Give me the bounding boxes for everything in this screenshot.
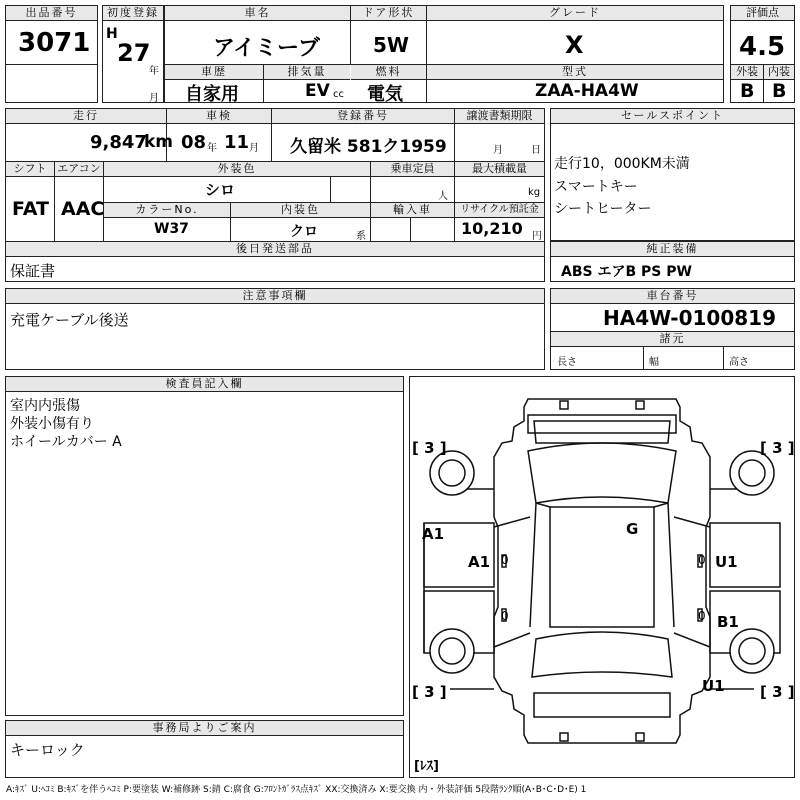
mark-zero-left-2: 0 xyxy=(501,609,509,623)
equipment-label: 純正装備 xyxy=(551,242,794,257)
ext-color-value: シロ xyxy=(205,181,236,199)
chassis-box xyxy=(550,288,795,370)
grade-label: グレード xyxy=(427,6,723,21)
inspector-box xyxy=(5,376,404,716)
chassis-label: 車台番号 xyxy=(551,289,794,304)
notes-value: 充電ケーブル後送 xyxy=(10,311,129,329)
inspector-line-1: 室内内張傷 xyxy=(10,398,80,414)
import-label: 輸入車 xyxy=(371,203,454,218)
tire-left-rear: [ 3 ] xyxy=(412,683,447,701)
spec-length-label: 長さ xyxy=(557,357,577,368)
sales-point-line-1: 走行10，000KM未満 xyxy=(554,156,690,172)
ext-score-label: 外装 xyxy=(731,65,763,80)
recycle-value: 10,210 xyxy=(461,219,523,238)
int-score-label: 内装 xyxy=(764,65,794,80)
legend-text: A:ｷｽﾞ U:ﾍｺﾐ B:ｷｽﾞを伴うﾍｺﾐ P:要塗装 W:補修跡 S:錆 C:腐食 G:ﾌﾛﾝﾄｶﾞﾗｽ点ｷｽﾞ XX:交換済み X:要交換 内・外装評価 5段階ﾗﾝｸ順(A･B･C･D･E) 1 xyxy=(6,785,587,795)
tire-right-rear: [ 3 ] xyxy=(760,683,795,701)
mark-a1-left: A1 xyxy=(422,525,445,543)
tire-left-front: [ 3 ] xyxy=(412,439,447,457)
first-reg-year: 27 xyxy=(117,39,151,67)
mark-zero-left-1: 0 xyxy=(501,553,509,567)
sales-point-label: セールスポイント xyxy=(551,109,794,124)
int-color-label: 内装色 xyxy=(231,203,370,218)
recycle-unit: 円 xyxy=(532,231,542,242)
model-label: 型式 xyxy=(427,65,723,80)
shift-label: シフト xyxy=(6,162,54,177)
equipment-box xyxy=(550,241,795,282)
tire-right-front: [ 3 ] xyxy=(760,439,795,457)
first-reg-month-unit: 月 xyxy=(149,93,159,104)
mark-zero-right-2: 0 xyxy=(698,609,706,623)
history-label: 車歴 xyxy=(165,65,263,80)
capacity-unit: 人 xyxy=(438,191,448,202)
model-value: ZAA-HA4W xyxy=(535,81,639,101)
office-box xyxy=(5,720,404,778)
car-name-label: 車名 xyxy=(165,6,350,21)
lot-label: 出品番号 xyxy=(6,6,97,21)
load-label: 最大積載量 xyxy=(455,162,544,177)
score-cell xyxy=(730,5,795,103)
int-score-value: B xyxy=(772,80,787,102)
mileage-unit: km xyxy=(144,132,174,152)
mark-u1-rear: U1 xyxy=(702,677,725,695)
first-reg-era: H xyxy=(106,26,118,42)
top-main-box xyxy=(164,5,724,103)
notes-box xyxy=(5,288,545,370)
inspection-month: 11 xyxy=(224,132,250,153)
inspection-month-unit: 月 xyxy=(249,143,259,154)
door-value: 5W xyxy=(373,33,409,57)
spare-tire-mark: [ﾚｽ] xyxy=(414,759,439,774)
mark-a1-door: A1 xyxy=(468,553,491,571)
aircon-value: AAC xyxy=(61,198,105,220)
spec-width-label: 幅 xyxy=(649,357,659,368)
displacement-value: EV xyxy=(305,81,330,101)
shift-value: FAT xyxy=(12,198,49,220)
recycle-label: リサイクル預託金 xyxy=(455,203,544,218)
load-unit: kg xyxy=(528,187,541,198)
inspection-year: 08 xyxy=(181,132,207,153)
inspection-label: 車検 xyxy=(167,109,271,124)
displacement-label: 排気量 xyxy=(264,65,350,80)
ext-color-label: 外装色 xyxy=(104,162,370,177)
aircon-label: エアコン xyxy=(55,162,103,177)
notes-label: 注意事項欄 xyxy=(6,289,544,304)
first-reg-label: 初度登録 xyxy=(103,6,163,21)
car-name-value: アイミーブ xyxy=(213,36,320,61)
equipment-value: ABS エアB PS PW xyxy=(561,264,692,280)
color-no-value: W37 xyxy=(154,221,189,237)
transfer-month-unit: 月 xyxy=(493,145,503,156)
office-label: 事務局よりご案内 xyxy=(6,721,403,736)
office-value: キーロック xyxy=(10,741,85,759)
plate-label: 登録番号 xyxy=(272,109,454,124)
mark-g: G xyxy=(626,520,639,538)
sales-point-line-2: スマートキー xyxy=(554,179,638,195)
inspection-year-unit: 年 xyxy=(207,143,217,154)
inspector-line-3: ホイールカバー A xyxy=(10,434,122,450)
score-value: 4.5 xyxy=(739,32,786,62)
inspector-line-2: 外装小傷有り xyxy=(10,416,94,432)
lot-cell xyxy=(5,5,98,103)
plate-value: 久留米 581ク1959 xyxy=(290,137,447,157)
sales-point-line-3: シートヒーター xyxy=(554,201,652,217)
displacement-unit: cc xyxy=(333,89,344,100)
door-label: ドア形状 xyxy=(351,6,426,21)
first-reg-cell xyxy=(102,5,164,103)
lot-number: 3071 xyxy=(18,28,91,58)
grade-value: X xyxy=(565,31,584,59)
car-diagram xyxy=(409,376,795,778)
later-parts-value: 保証書 xyxy=(10,262,56,280)
int-color-unit: 系 xyxy=(356,231,366,242)
fuel-value: 電気 xyxy=(367,84,403,105)
car-diagram-svg xyxy=(410,377,794,777)
mileage-value: 9,847 xyxy=(90,132,147,153)
mileage-label: 走行 xyxy=(6,109,166,124)
chassis-value: HA4W-0100819 xyxy=(603,306,777,330)
sales-point-box xyxy=(550,108,795,241)
first-reg-year-unit: 年 xyxy=(149,66,159,77)
capacity-label: 乗車定員 xyxy=(371,162,454,177)
spec-height-label: 高さ xyxy=(729,357,749,368)
history-value: 自家用 xyxy=(185,84,239,105)
score-label: 評価点 xyxy=(731,6,794,21)
color-no-label: カラーNo. xyxy=(104,203,230,218)
transfer-label: 譲渡書類期限 xyxy=(455,109,544,124)
transfer-day-unit: 日 xyxy=(531,145,541,156)
mark-zero-right-1: 0 xyxy=(698,553,706,567)
inspector-label: 検査員記入欄 xyxy=(6,377,403,392)
fuel-label: 燃料 xyxy=(351,65,426,80)
later-parts-label: 後日発送部品 xyxy=(6,242,544,257)
int-color-value: クロ xyxy=(290,224,318,240)
specs-label: 諸元 xyxy=(551,332,794,347)
detail-box xyxy=(5,108,545,282)
mark-u1-door: U1 xyxy=(715,553,738,571)
ext-score-value: B xyxy=(740,80,755,102)
mark-b1: B1 xyxy=(717,613,739,631)
